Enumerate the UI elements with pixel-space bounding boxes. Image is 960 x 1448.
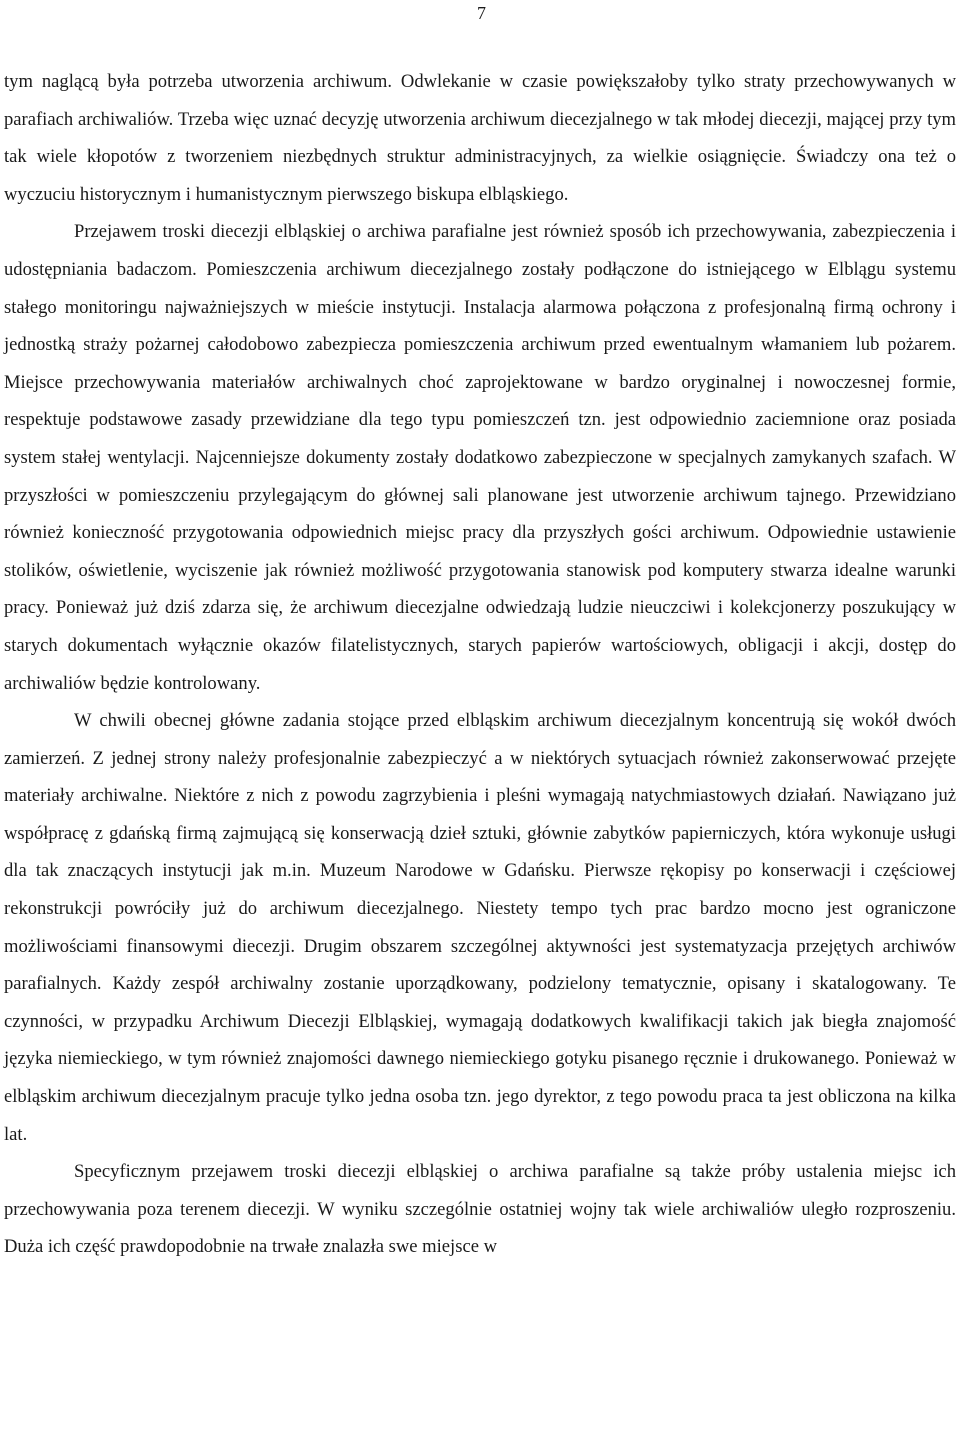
page-number: 7 [477,3,486,23]
paragraph-dispersed-archives: Specyficznym przejawem troski diecezji elbląskiej o archiwa parafialne są także próby ustalenia miejsc ich przechowywania poza terenem diecezji. W wyniku szczególnie ostatniej wojny tak wiele archiwaliów uległo rozproszeniu. Duża ich część prawdopodobnie na trwałe znalazła swe miejsce w [4,1161,956,1258]
paragraph-current-tasks: W chwili obecnej główne zadania stojące przed elbląskim archiwum diecezjalnym koncentrują się wokół dwóch zamierzeń. Z jednej strony należy profesjonalnie zabezpieczyć a w niektórych sytuacjach również zakonserwować przejęte materiały archiwalne. Niektóre z nich z powodu zagrzybienia i pleśni wymagają natychmiastowych działań. Nawiązano już współpracę z gdańską firmą zajmującą się konserwacją dzieł sztuki, głównie zabytków papierniczych, która wykonuje usługi dla tak znaczących instytucji jak m.in. Muzeum Narodowe w Gdańsku. Pierwsze rękopisy po konserwacji i częściowej rekonstrukcji powróciły już do archiwum diecezjalnego. Niestety tempo tych prac bardzo mocno jest ograniczone możliwościami finansowymi diecezji. Drugim obszarem szczególnej aktywności jest systematyzacja przejętych archiwów parafialnych. Każdy zespół archiwalny zostanie uporządkowany, podzielony tematycznie, opisany i skatalogowany. Te czynności, w przypadku Archiwum Diecezji Elbląskiej, wymagają dodatkowych kwalifikacji takich jak biegła znajomość języka niemieckiego, w tym również znajomości dawnego niemieckiego gotyku pisanego ręcznie i drukowanego. Ponieważ w elbląskim archiwum diecezjalnym pracuje tylko jedna osoba tzn. jego dyrektor, z tego powodu praca ta jest obliczona na kilka lat. [4,710,956,1145]
paragraph-continuation: tym naglącą była potrzeba utworzenia archiwum. Odwlekanie w czasie powiększałoby tylko straty przechowywanych w parafiach archiwaliów. Trzeba więc uznać decyzję utworzenia archiwum diecezjalnego w tak młodej diecezji, mającej przy tym tak wiele kłopotów z tworzeniem niezbędnych struktur administracyjnych, za wielkie osiągnięcie. Świadczy ona też o wyczuciu historycznym i humanistycznym pierwszego biskupa elbląskiego. [4,71,956,205]
document-body [4,63,956,1266]
paragraph-archive-security: Przejawem troski diecezji elbląskiej o archiwa parafialne jest również sposób ich przechowywania, zabezpieczenia i udostępniania badaczom. Pomieszczenia archiwum diecezjalnego zostały podłączone do istniejącego w Elblągu systemu stałego monitoringu najważniejszych w mieście instytucji. Instalacja alarmowa połączona z profesjonalną firmą ochrony i jednostką straży pożarnej całodobowo zabezpiecza pomieszczenia archiwum przed ewentualnym włamaniem lub pożarem. Miejsce przechowywania materiałów archiwalnych choć zaprojektowane w bardzo oryginalnej i nowoczesnej formie, respektuje podstawowe zasady przewidziane dla tego typu pomieszczeń tzn. jest odpowiednio zaciemnione oraz posiada system stałej wentylacji. Najcenniejsze dokumenty zostały dodatkowo zabezpieczone w specjalnych zamykanych szafach. W przyszłości w pomieszczeniu przylegającym do głównej sali planowane jest utworzenie archiwum tajnego. Przewidziano również konieczność przygotowania odpowiednich miejsc pracy dla przyszłych gości archiwum. Odpowiednie ustawienie stolików, oświetlenie, wyciszenie jak również możliwość przygotowania stanowisk pod komputery stwarza idealne warunki pracy. Ponieważ już dziś zdarza się, że archiwum diecezjalne odwiedzają ludzie nieuczciwi i kolekcjonerzy poszukujący w starych dokumentach wyłącznie okazów filatelistycznych, starych papierów wartościowych, obligacji i akcji, dostęp do archiwaliów będzie kontrolowany. [4,221,956,694]
